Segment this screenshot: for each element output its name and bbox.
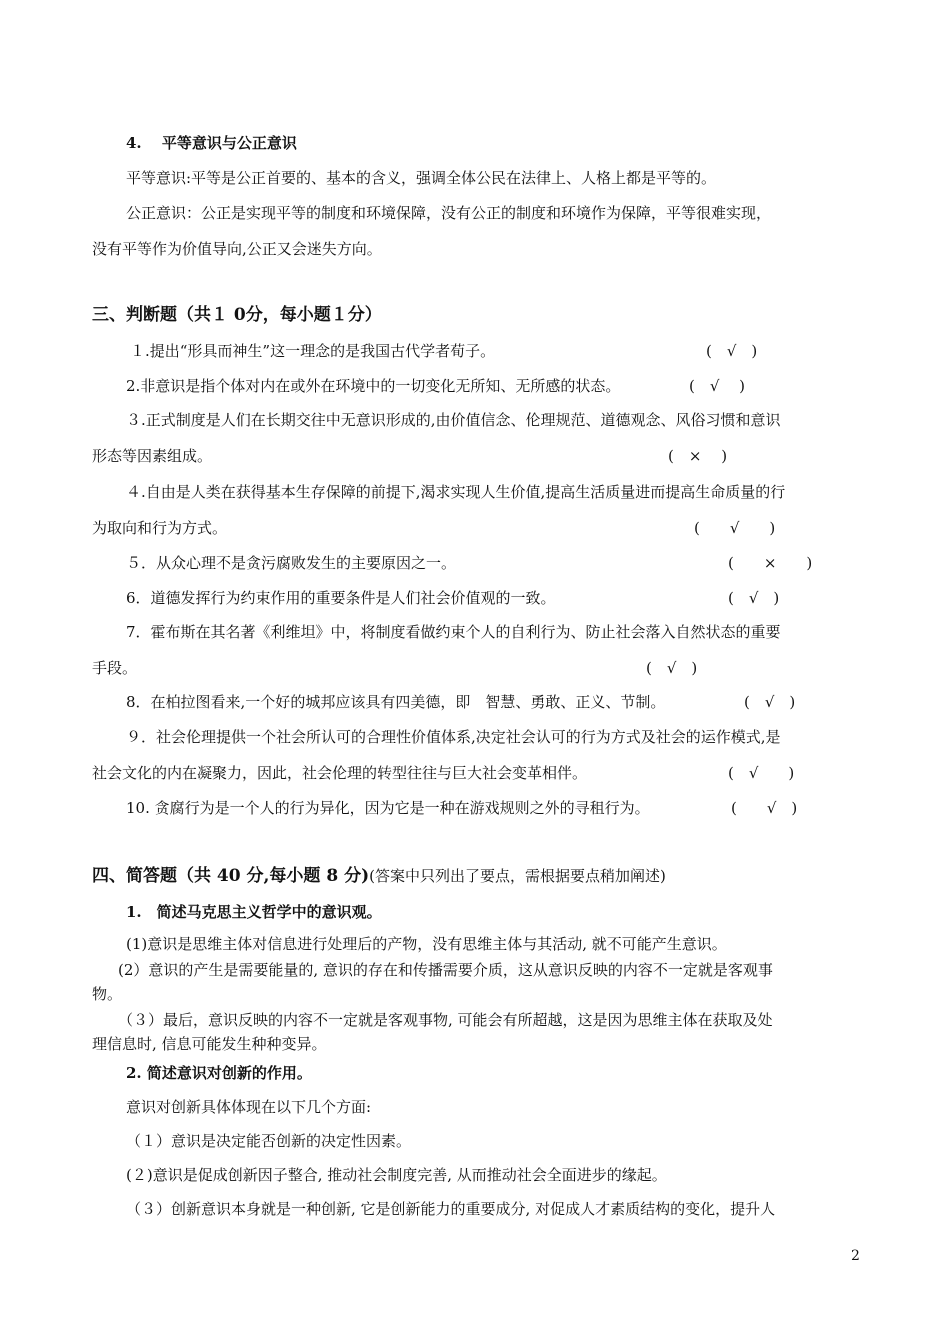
judgement-answer-5: ( × ): [728, 554, 813, 572]
judgement-item-8: 8．在柏拉图看来,一个好的城邦应该具有四美德，即 智慧、勇敢、正义、节制。: [126, 693, 666, 711]
judgement-answer-8: ( √ ): [744, 693, 796, 711]
judgement-item-9: ９．社会伦理提供一个社会所认可的合理性价值体系,决定社会认可的行为方式及社会的运作模式,是: [126, 728, 781, 746]
judgement-answer-4: ( √ ): [694, 519, 776, 537]
section-title-text: 四、简答题（共 40 分,每小题 8 分): [92, 866, 370, 886]
question-title-2: 2. 简述意识对创新的作用。: [126, 1064, 312, 1082]
answer-point-continuation: 理信息时, 信息可能发生种种变异。: [92, 1035, 327, 1053]
judgement-item-6: 6．道德发挥行为约束作用的重要条件是人们社会价值观的一致。: [126, 589, 556, 607]
section-title-judgement: 三、判断题（共１ 0分，每小题１分）: [92, 305, 382, 325]
subsection-heading-4: 4. 平等意识与公正意识: [126, 134, 297, 152]
judgement-item-5: ５．从众心理不是贪污腐败发生的主要原因之一。: [126, 554, 457, 572]
judgement-answer-2: ( √ ): [689, 377, 746, 395]
answer-point-continuation: 物。: [92, 985, 123, 1003]
answer-point: （１）意识是决定能否创新的决定性因素。: [126, 1132, 412, 1150]
answer-point: (1)意识是思维主体对信息进行处理后的产物，没有思维主体与其活动, 就不可能产生意识。: [126, 935, 727, 953]
judgement-answer-6: ( √ ): [728, 589, 780, 607]
question-title-1: 1. 简述马克思主义哲学中的意识观。: [126, 903, 382, 921]
judgement-item-7-continuation: 手段。: [92, 659, 138, 677]
paragraph-continuation: 没有平等作为价值导向,公正又会迷失方向。: [92, 240, 382, 258]
judgement-answer-9: ( √ ): [728, 764, 795, 782]
answer-point: (2）意识的产生是需要能量的, 意识的存在和传播需要介质，这从意识反映的内容不一定就是客观事: [118, 961, 773, 979]
answer-intro: 意识对创新具体体现在以下几个方面:: [126, 1098, 372, 1116]
judgement-item-9-continuation: 社会文化的内在凝聚力，因此，社会伦理的转型往往与巨大社会变革相伴。: [92, 764, 588, 782]
judgement-item-4: ４.自由是人类在获得基本生存保障的前提下,渴求实现人生价值,提高生活质量进而提高生命质量的行: [126, 483, 786, 501]
judgement-item-3-continuation: 形态等因素组成。: [92, 447, 213, 465]
judgement-item-7: 7．霍布斯在其名著《利维坦》中，将制度看做约束个人的自利行为、防止社会落入自然状态的重要: [126, 623, 781, 641]
answer-point: （３）最后，意识反映的内容不一定就是客观事物, 可能会有所超越，这是因为思维主体在获取及处: [118, 1011, 773, 1029]
answer-point: (２)意识是促成创新因子整合, 推动社会制度完善, 从而推动社会全面进步的缘起。: [126, 1166, 667, 1184]
judgement-item-1: １.提出“形具而神生”这一理念的是我国古代学者荀子。: [130, 342, 496, 360]
paragraph: 平等意识:平等是公正首要的、基本的含义，强调全体公民在法律上、人格上都是平等的。: [126, 169, 717, 187]
judgement-answer-1: ( √ ): [706, 342, 758, 360]
judgement-answer-10: ( √ ): [731, 799, 798, 817]
judgement-answer-3: ( × ): [668, 447, 728, 465]
judgement-item-4-continuation: 为取向和行为方式。: [92, 519, 228, 537]
section-title-short-answer: [92, 866, 666, 886]
judgement-item-3: ３.正式制度是人们在长期交往中无意识形成的,由价值信念、伦理规范、道德观念、风俗习惯和意识: [126, 411, 781, 429]
judgement-item-2: 2.非意识是指个体对内在或外在环境中的一切变化无所知、无所感的状态。: [126, 377, 621, 395]
paragraph: 公正意识：公正是实现平等的制度和环境保障，没有公正的制度和环境作为保障，平等很难实现，: [126, 204, 772, 222]
section-note: (答案中只列出了要点，需根据要点稍加阐述): [369, 867, 666, 885]
page-number: 2: [851, 1248, 860, 1264]
judgement-item-10: 10. 贪腐行为是一个人的行为异化，因为它是一种在游戏规则之外的寻租行为。: [126, 799, 650, 817]
judgement-answer-7: ( √ ): [646, 659, 698, 677]
answer-point: （３）创新意识本身就是一种创新, 它是创新能力的重要成分, 对促成人才素质结构的变化，提升人: [126, 1200, 776, 1218]
